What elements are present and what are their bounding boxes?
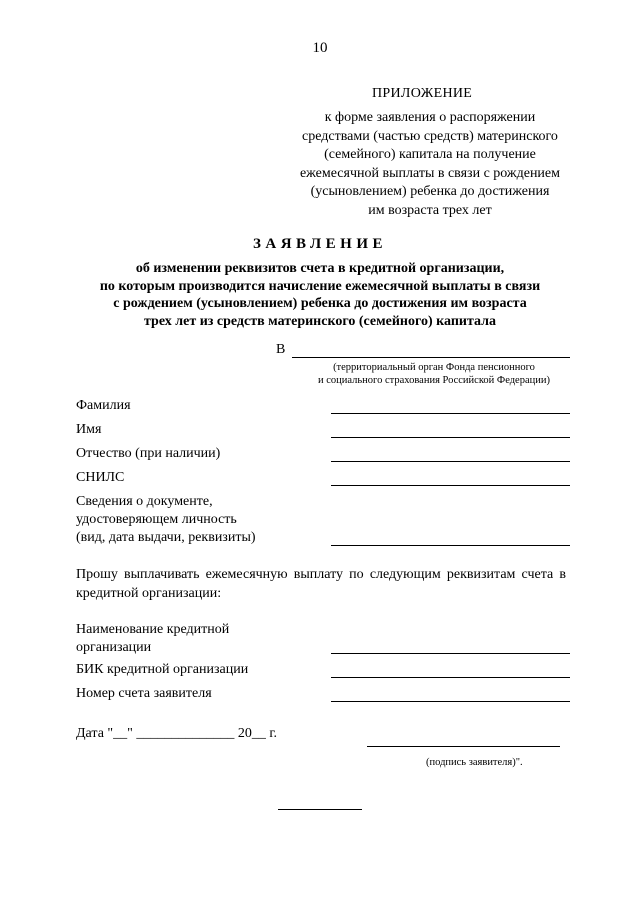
name-field-line[interactable] — [331, 437, 570, 438]
recipient-caption — [296, 361, 572, 387]
appendix-line: средствами (частью средств) материнского — [302, 128, 558, 144]
appendix-line: им возраста трех лет — [368, 202, 492, 218]
bik-label: БИК кредитной организации — [76, 662, 249, 677]
id-document-field-line[interactable] — [331, 545, 570, 546]
id-document-label — [76, 493, 256, 547]
recipient-field-line[interactable] — [292, 357, 570, 358]
subheading-line: трех лет из средств материнского (семейного) капитала — [143, 313, 496, 329]
snils-field-line[interactable] — [331, 485, 570, 486]
patronymic-label: Отчество (при наличии) — [76, 446, 221, 461]
id-document-label-line: удостоверяющем личность — [76, 512, 237, 527]
appendix-text — [270, 109, 590, 220]
recipient-caption-line: и социального страхования Российской Федерации) — [318, 375, 550, 386]
recipient-caption-line: (территориальный орган Фонда пенсионного — [333, 362, 535, 373]
bank-name-label-line: организации — [76, 640, 152, 655]
patronymic-field-line[interactable] — [331, 461, 570, 462]
subheading-line: с рождением (усыновлением) ребенка до достижения им возраста — [113, 296, 527, 311]
signature-field-line[interactable] — [367, 746, 560, 747]
snils-label: СНИЛС — [76, 470, 125, 485]
document-subheading — [60, 260, 580, 330]
subheading-line: об изменении реквизитов счета в кредитной организации, — [135, 261, 505, 276]
recipient-prefix: В — [276, 342, 286, 357]
appendix-line: (усыновлением) ребенка до достижения — [310, 184, 550, 199]
bank-name-label — [76, 621, 229, 657]
bank-name-label-line: Наименование кредитной — [76, 622, 230, 637]
surname-label: Фамилия — [76, 398, 131, 413]
appendix-line: к форме заявления о распоряжении — [324, 110, 536, 125]
account-field-line[interactable] — [331, 701, 570, 702]
request-text: Прошу выплачивать ежемесячную выплату по следующим реквизитам счета в кредитной организации: — [76, 567, 566, 601]
id-document-label-line: Сведения о документе, — [76, 494, 213, 509]
account-label: Номер счета заявителя — [76, 686, 212, 701]
appendix-line: ежемесячной выплаты в связи с рождением — [299, 165, 561, 181]
name-label: Имя — [76, 422, 102, 437]
date-line[interactable]: Дата "__" ______________ 20__ г. — [76, 726, 277, 741]
bank-name-field-line[interactable] — [331, 653, 570, 654]
document-heading: ЗАЯВЛЕНИЕ — [252, 236, 388, 252]
signature-caption: (подпись заявителя)". — [426, 757, 523, 768]
bik-field-line[interactable] — [331, 677, 570, 678]
surname-field-line[interactable] — [331, 413, 570, 414]
appendix-line: (семейного) капитала на получение — [324, 147, 536, 162]
footer-divider — [278, 809, 362, 810]
id-document-label-line: (вид, дата выдачи, реквизиты) — [76, 530, 256, 545]
appendix-title: ПРИЛОЖЕНИЕ — [372, 86, 473, 101]
subheading-line: по которым производится начисление ежемесячной выплаты в связи — [99, 278, 541, 294]
page-number: 10 — [312, 40, 328, 56]
